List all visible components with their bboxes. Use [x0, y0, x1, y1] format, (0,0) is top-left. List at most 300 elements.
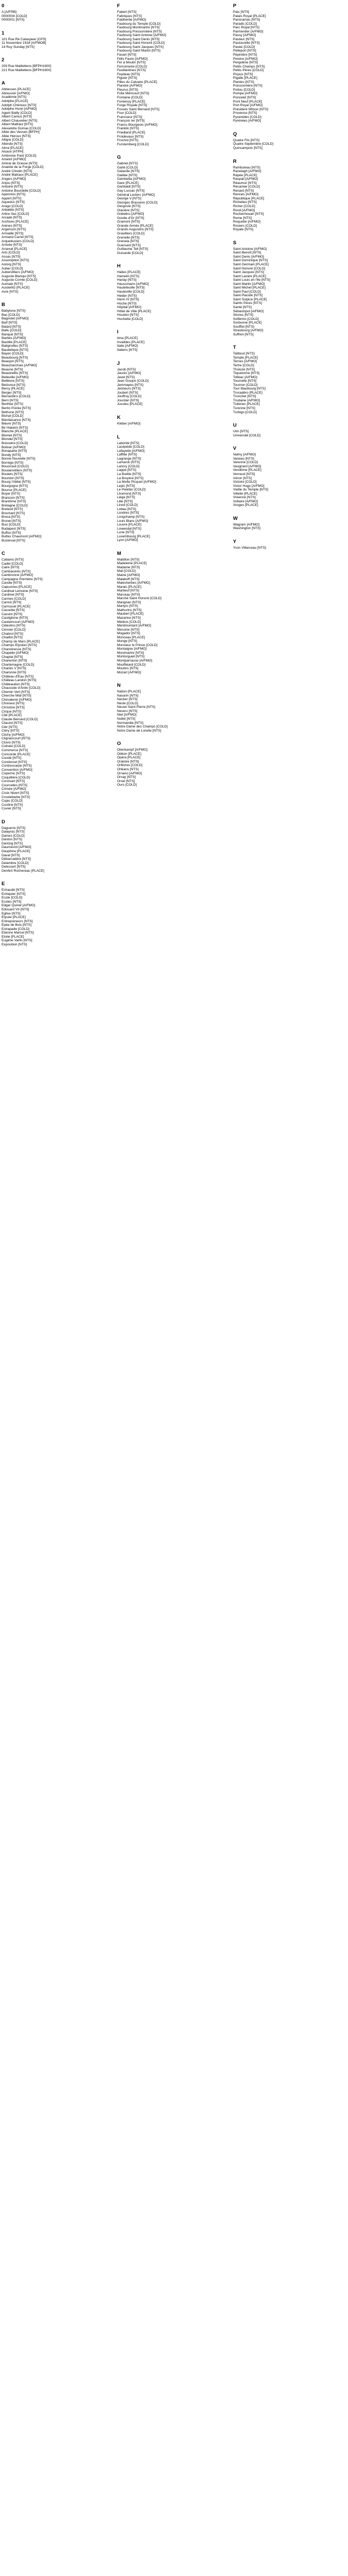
index-entry-link[interactable]: Raspail [A/FMO]: [233, 177, 258, 181]
index-entry-link[interactable]: Alsace [ATPH]: [2, 150, 24, 154]
index-entry-link[interactable]: Ambroise Paré [COLD]: [2, 154, 37, 158]
index-entry-link[interactable]: Pergolèse [NTS]: [233, 61, 258, 65]
index-entry-link[interactable]: Borrégo [NTS]: [2, 461, 24, 465]
index-entry-link[interactable]: Saint Dominique [NTS]: [233, 259, 268, 263]
index-entry-link[interactable]: Faidherbe [A/FMO]: [117, 18, 146, 22]
index-entry-link[interactable]: Suffren [NTS]: [233, 332, 254, 336]
index-entry-link[interactable]: Orfèvres [COLD]: [117, 764, 143, 768]
index-entry-link[interactable]: Frochot [NTS]: [117, 139, 139, 143]
index-entry-link[interactable]: 101 Rue Ré Cataspeer [CPS]: [2, 37, 46, 41]
index-entry-link[interactable]: Brancion [NTS]: [2, 496, 25, 500]
index-entry-link[interactable]: École [COLD]: [2, 896, 23, 900]
index-entry-link[interactable]: Bastille [PLACE]: [2, 340, 27, 344]
index-entry-link[interactable]: Église [NTS]: [2, 911, 21, 916]
index-entry-link[interactable]: Clauzel [NTS]: [2, 721, 23, 725]
index-entry-link[interactable]: Croix Nivert [NTS]: [2, 791, 29, 795]
index-entry-link[interactable]: Astorg [NTS]: [2, 262, 21, 266]
index-entry-link[interactable]: Houdon [NTS]: [117, 313, 139, 317]
index-entry-link[interactable]: Rivoli [A/FMO]: [233, 208, 255, 212]
index-entry-link[interactable]: Turenne [NTS]: [233, 406, 255, 411]
index-entry-link[interactable]: Javel [NTS]: [117, 375, 135, 379]
index-entry-link[interactable]: Glacière [NTS]: [117, 208, 140, 212]
index-entry-link[interactable]: Bonne Nouvelle [NTS]: [2, 457, 36, 461]
index-entry-link[interactable]: Fer à Moulin [NTS]: [117, 61, 146, 65]
index-entry-link[interactable]: Cléry [NTS]: [2, 729, 20, 733]
index-entry-link[interactable]: Christine [NTS]: [2, 705, 25, 709]
index-entry-link[interactable]: Nation [PLACE]: [117, 690, 141, 694]
index-entry-link[interactable]: Jean Goujon [COLD]: [117, 379, 149, 383]
index-entry-link[interactable]: Marais [PLACE]: [117, 585, 141, 589]
index-entry-link[interactable]: Concorde [PLACE]: [2, 752, 30, 756]
index-entry-link[interactable]: Boucicaut [COLD]: [2, 465, 29, 469]
index-entry-link[interactable]: Lowendal [NTS]: [117, 527, 141, 531]
index-entry-link[interactable]: Agent Bailly [COLD]: [2, 111, 32, 115]
index-entry-link[interactable]: Nevers [NTS]: [117, 709, 138, 713]
index-entry-link[interactable]: Pelleport [NTS]: [233, 49, 256, 53]
index-entry-link[interactable]: Cujas [COLD]: [2, 799, 23, 803]
index-entry-link[interactable]: Saint Michel [PLACE]: [233, 286, 266, 290]
index-entry-link[interactable]: Pyrénées [A/FMO]: [233, 119, 261, 123]
index-entry-link[interactable]: Arbre Sec [COLD]: [2, 212, 29, 216]
index-entry-link[interactable]: Baïf [NTS]: [2, 321, 18, 325]
index-entry-link[interactable]: Jaurès [A/FMO]: [117, 371, 141, 376]
index-entry-link[interactable]: Tour Maubourg [NTS]: [233, 387, 266, 391]
index-entry-link[interactable]: Alexandre Dumas [COLD]: [2, 126, 41, 130]
index-entry-link[interactable]: Boissière [COLD]: [2, 441, 28, 445]
index-entry-link[interactable]: Charenton [NTS]: [2, 659, 27, 663]
index-entry-link[interactable]: Commerce [NTS]: [2, 748, 28, 752]
index-entry-link[interactable]: Bonaparte [NTS]: [2, 449, 27, 453]
index-entry-link[interactable]: Necker [NTS]: [117, 698, 138, 702]
index-entry-link[interactable]: Favart [NTS]: [117, 53, 137, 57]
index-entry-link[interactable]: Mouffetard [COLD]: [117, 663, 146, 667]
index-entry-link[interactable]: Pereire [A/FMO]: [233, 57, 258, 61]
index-entry-link[interactable]: Greneta [NTS]: [117, 240, 139, 244]
index-entry-link[interactable]: Santé [NTS]: [233, 306, 252, 309]
index-entry-link[interactable]: Galilée [NTS]: [117, 173, 138, 177]
index-entry-link[interactable]: Jouffroy [COLD]: [117, 395, 142, 399]
index-entry-link[interactable]: Monceau [PLACE]: [117, 635, 145, 639]
index-entry-link[interactable]: Dalayrac [NTS]: [2, 830, 25, 834]
index-entry-link[interactable]: Francoeur [NTS]: [117, 115, 142, 119]
index-entry-link[interactable]: Saint Jacques [NTS]: [233, 270, 264, 275]
index-entry-link[interactable]: Claude Bernard [COLD]: [2, 717, 38, 721]
index-entry-link[interactable]: Trudaine [A/FMO]: [233, 398, 260, 402]
index-entry-link[interactable]: Chapelle [A/FMO]: [2, 651, 29, 655]
index-entry-link[interactable]: Aubervilliers [A/FMO]: [2, 270, 34, 275]
index-entry-link[interactable]: Malesherbes [A/FMO]: [117, 581, 151, 585]
index-entry-link[interactable]: Madeleine [PLACE]: [117, 562, 147, 566]
index-entry-link[interactable]: La Motte Picquet [A/FMO]: [117, 480, 156, 484]
index-entry-link[interactable]: Guillaume Tell [NTS]: [117, 247, 148, 251]
index-entry-link[interactable]: Pyramides [COLD]: [233, 115, 261, 119]
index-entry-link[interactable]: Laborde [NTS]: [117, 441, 139, 445]
index-entry-link[interactable]: Adolph Chérioux [NTS]: [2, 103, 37, 107]
index-entry-link[interactable]: Condé [NTS]: [2, 756, 22, 760]
index-entry-link[interactable]: Navarin [NTS]: [117, 693, 139, 698]
index-entry-link[interactable]: Garibaldi [NTS]: [117, 185, 141, 189]
index-entry-link[interactable]: Balard [NTS]: [2, 325, 21, 329]
index-entry-link[interactable]: Anjou [NTS]: [2, 181, 20, 185]
index-entry-link[interactable]: Cambacérès [NTS]: [2, 569, 31, 573]
index-entry-link[interactable]: Marignan [NTS]: [117, 600, 141, 604]
index-entry-link[interactable]: Helder [NTS]: [117, 294, 137, 298]
index-entry-link[interactable]: Faubourg Saint Honoré [COLD]: [117, 41, 165, 45]
index-entry-link[interactable]: Alligre [COLD]: [2, 138, 24, 142]
index-entry-link[interactable]: Daguerre [NTS]: [2, 826, 26, 830]
index-entry-link[interactable]: Jussieu [PLACE]: [117, 402, 143, 406]
index-entry-link[interactable]: Lepic [NTS]: [117, 484, 135, 488]
index-entry-link[interactable]: Pompe [A/FMO]: [233, 92, 258, 96]
index-entry-link[interactable]: Faubourg Poissonnière [NTS]: [117, 29, 162, 33]
index-entry-link[interactable]: Lacépède [COLD]: [117, 445, 144, 449]
index-entry-link[interactable]: Bichat [COLD]: [2, 414, 24, 418]
index-entry-link[interactable]: Fossés Saint Bernard [NTS]: [117, 107, 160, 111]
index-entry-link[interactable]: Saint Benoît [NTS]: [233, 251, 261, 255]
index-entry-link[interactable]: Passy [A/FMO]: [233, 33, 256, 38]
index-entry-link[interactable]: Mabillon [NTS]: [117, 557, 140, 562]
index-entry-link[interactable]: Franklin [NTS]: [117, 127, 139, 131]
index-entry-link[interactable]: Budapest [NTS]: [2, 527, 26, 531]
index-entry-link[interactable]: Vieille du Temple [NTS]: [233, 488, 269, 492]
index-entry-link[interactable]: Lhomond [NTS]: [117, 492, 141, 496]
index-entry-link[interactable]: Eugène Varlin [NTS]: [2, 939, 32, 943]
index-entry-link[interactable]: Carmes [COLD]: [2, 597, 26, 601]
index-entry-link[interactable]: Maine [A/FMO]: [117, 573, 140, 577]
index-entry-link[interactable]: Chabrol [NTS]: [2, 632, 23, 636]
index-entry-link[interactable]: Colisée [COLD]: [2, 744, 25, 749]
index-entry-link[interactable]: Lune [NTS]: [117, 531, 135, 535]
index-entry-link[interactable]: Lyon [A/FMO]: [117, 538, 138, 543]
index-entry-link[interactable]: Faubourg Saint Antoine [A/FMO]: [117, 33, 167, 38]
index-entry-link[interactable]: Oberkampf [A/FMO]: [117, 748, 147, 752]
index-entry-link[interactable]: Tronchet [NTS]: [233, 395, 256, 399]
index-entry-link[interactable]: Lobau [NTS]: [117, 507, 137, 511]
index-entry-link[interactable]: Archives [PLACE]: [2, 219, 29, 224]
index-entry-link[interactable]: Entrepreneurs [NTS]: [2, 919, 33, 923]
index-entry-link[interactable]: Custine [NTS]: [2, 803, 23, 807]
index-entry-link[interactable]: Amiral de Grasse [NTS]: [2, 161, 38, 165]
index-entry-link[interactable]: Gobelins [A/FMO]: [117, 212, 144, 216]
index-entry-link[interactable]: Gambetta [A/FMO]: [117, 177, 146, 181]
index-entry-link[interactable]: Hôpital [A/FMO]: [117, 306, 141, 310]
index-entry-link[interactable]: Appert [NTS]: [2, 196, 22, 200]
index-entry-link[interactable]: Abreuvoir [A/FMO]: [2, 91, 30, 95]
index-entry-link[interactable]: Flandre [A/FMO]: [117, 84, 142, 88]
index-entry-link[interactable]: Saint Antoine [A/FMO]: [233, 247, 267, 251]
index-entry-link[interactable]: Italiens [NTS]: [117, 348, 138, 352]
index-entry-link[interactable]: Kléber [A/FMO]: [117, 422, 141, 426]
index-entry-link[interactable]: Barbès [A/FMO]: [2, 336, 26, 341]
index-entry-link[interactable]: Dantzig [NTS]: [2, 841, 23, 845]
index-entry-link[interactable]: Rochechouart [NTS]: [233, 212, 264, 216]
index-entry-link[interactable]: Parmentier [A/FMO]: [233, 29, 263, 33]
index-entry-link[interactable]: Soufflot [NTS]: [233, 325, 254, 329]
index-entry-link[interactable]: Lancry [COLD]: [117, 464, 140, 468]
index-entry-link[interactable]: Saint Placide [NTS]: [233, 294, 263, 298]
index-entry-link[interactable]: Épée de Bois [NTS]: [2, 923, 31, 927]
index-entry-link[interactable]: Tiquetonne [NTS]: [233, 371, 260, 376]
index-entry-link[interactable]: Courcelles [NTS]: [2, 783, 27, 787]
index-entry-link[interactable]: Boyer [NTS]: [2, 492, 20, 496]
index-entry-link[interactable]: Arts [COLD]: [2, 251, 20, 255]
index-entry-link[interactable]: Étienne Marcel [NTS]: [2, 931, 34, 935]
index-entry-link[interactable]: Feydeau [NTS]: [117, 72, 140, 76]
index-entry-link[interactable]: Babylone [NTS]: [2, 309, 26, 313]
index-entry-link[interactable]: Fontenoy [PLACE]: [117, 99, 145, 104]
index-entry-link[interactable]: Échaudé [NTS]: [2, 888, 25, 892]
index-entry-link[interactable]: Président Wilson [NTS]: [233, 107, 269, 111]
index-entry-link[interactable]: Bac [COLD]: [2, 313, 20, 317]
index-entry-link[interactable]: Verneuil [NTS]: [233, 472, 255, 476]
index-entry-link[interactable]: Broca [NTS]: [2, 515, 20, 519]
index-entry-link[interactable]: Wagram [A/FMO]: [233, 522, 260, 527]
index-entry-link[interactable]: Liège [NTS]: [117, 496, 135, 500]
index-entry-link[interactable]: Champ de Mars [PLACE]: [2, 639, 40, 643]
index-entry-link[interactable]: Pont Neuf [PLACE]: [233, 99, 262, 104]
index-entry-link[interactable]: Candie [NTS]: [2, 581, 22, 585]
index-entry-link[interactable]: Guisarde [COLD]: [117, 251, 143, 255]
index-entry-link[interactable]: Armand Carrel [NTS]: [2, 235, 34, 240]
index-entry-link[interactable]: Convention [A/FMO]: [2, 768, 32, 772]
index-entry-link[interactable]: Odéon [PLACE]: [117, 752, 141, 756]
index-entry-link[interactable]: Bayen [COLD]: [2, 352, 24, 356]
index-entry-link[interactable]: Mathurins [NTS]: [117, 608, 142, 612]
index-entry-link[interactable]: Bienfaisance [NTS]: [2, 418, 31, 422]
index-entry-link[interactable]: Hautefeuille [NTS]: [117, 286, 145, 290]
index-entry-link[interactable]: Laffitte [NTS]: [117, 453, 137, 457]
index-entry-link[interactable]: Goutte d'Or [NTS]: [117, 216, 144, 220]
index-entry-link[interactable]: Plantes [NTS]: [233, 80, 254, 84]
index-entry-link[interactable]: La Bruyère [NTS]: [117, 476, 143, 480]
index-entry-link[interactable]: Exposition [NTS]: [2, 942, 27, 946]
index-entry-link[interactable]: Harlay [NTS]: [117, 278, 137, 282]
index-entry-link[interactable]: Beaumarchais [A/FMO]: [2, 364, 37, 368]
index-entry-link[interactable]: Mail [COLD]: [117, 569, 136, 573]
index-entry-link[interactable]: Georges Brassens [COLD]: [117, 200, 158, 205]
index-entry-link[interactable]: Royale [NTS]: [233, 228, 254, 232]
index-entry-link[interactable]: Cité [PLACE]: [2, 714, 22, 718]
index-entry-link[interactable]: Richer [COLD]: [233, 204, 255, 208]
index-entry-link[interactable]: André Citroën [NTS]: [2, 169, 32, 173]
index-entry-link[interactable]: Buffon [NTS]: [2, 531, 21, 535]
index-entry-link[interactable]: Marché Saint Honoré [COLD]: [117, 597, 162, 601]
index-entry-link[interactable]: Montmartre [NTS]: [117, 651, 144, 655]
index-entry-link[interactable]: Beautreillis [NTS]: [2, 371, 28, 376]
index-entry-link[interactable]: Gabriel [NTS]: [117, 162, 138, 166]
index-entry-link[interactable]: Poissonnière [NTS]: [233, 84, 262, 88]
index-entry-link[interactable]: Échiquier [NTS]: [2, 892, 26, 896]
index-entry-link[interactable]: Célestins [NTS]: [2, 624, 25, 628]
index-entry-link[interactable]: Allée des Veuves [BFPH]: [2, 130, 40, 134]
index-entry-link[interactable]: Marbeuf [NTS]: [117, 589, 139, 593]
index-entry-link[interactable]: Cirque [NTS]: [2, 709, 22, 714]
index-entry-link[interactable]: Feuillantines [NTS]: [117, 69, 146, 73]
index-entry-link[interactable]: Ornano [A/FMO]: [117, 771, 142, 775]
index-entry-link[interactable]: Vaneau [NTS]: [233, 456, 254, 461]
index-entry-link[interactable]: Montorgueil [NTS]: [117, 655, 145, 659]
index-entry-link[interactable]: Dames [COLD]: [2, 834, 25, 838]
index-entry-link[interactable]: Fontaine [COLD]: [117, 96, 143, 100]
index-entry-link[interactable]: Contrescarpe [NTS]: [2, 764, 32, 768]
index-entry-link[interactable]: François Ier [NTS]: [117, 119, 145, 123]
index-entry-link[interactable]: Lafayette [A/FMO]: [117, 449, 145, 453]
index-entry-link[interactable]: Armaillé [NTS]: [2, 231, 24, 235]
index-entry-link[interactable]: Bagnolet [A/FMO]: [2, 317, 29, 321]
index-entry-link[interactable]: Neuve Saint Pierre [NTS]: [117, 705, 156, 709]
index-entry-link[interactable]: Campagne Première [NTS]: [2, 577, 43, 581]
index-entry-link[interactable]: Charles V [NTS]: [2, 667, 26, 671]
index-entry-link[interactable]: Gare [PLACE]: [117, 181, 139, 185]
index-entry-link[interactable]: Cuvier [NTS]: [2, 807, 21, 811]
index-entry-link[interactable]: Ferronnerie [COLD]: [117, 64, 147, 69]
index-entry-link[interactable]: Port Royal [A/FMO]: [233, 104, 263, 108]
index-entry-link[interactable]: Orléans [NTS]: [117, 767, 139, 771]
index-entry-link[interactable]: Bourgogne [NTS]: [2, 484, 28, 488]
index-entry-link[interactable]: Buzenval [NTS]: [2, 538, 25, 543]
index-entry-link[interactable]: Cabanis [NTS]: [2, 558, 24, 562]
index-entry-link[interactable]: Villette [PLACE]: [233, 492, 257, 496]
index-entry-link[interactable]: Orsay [NTS]: [117, 775, 136, 779]
index-entry-link[interactable]: Buci [COLD]: [2, 523, 21, 527]
index-entry-link[interactable]: Lamarck [NTS]: [117, 461, 140, 465]
index-entry-link[interactable]: Tournelle [NTS]: [233, 379, 257, 383]
index-entry-link[interactable]: Vendôme [PLACE]: [233, 468, 261, 472]
index-entry-link[interactable]: Jacob [NTS]: [117, 367, 136, 371]
index-entry-link[interactable]: Croulebarbe [NTS]: [2, 795, 30, 799]
index-entry-link[interactable]: Brantôme [NTS]: [2, 500, 26, 504]
index-entry-link[interactable]: Boulets [NTS]: [2, 472, 23, 477]
index-entry-link[interactable]: Auguste Blanqui [NTS]: [2, 274, 36, 278]
index-entry-link[interactable]: Figuier [NTS]: [117, 76, 137, 80]
index-entry-link[interactable]: Charonne [NTS]: [2, 671, 26, 675]
index-entry-link[interactable]: Montaigne [A/FMO]: [117, 647, 147, 651]
index-entry-link[interactable]: Cardinal Lemoine [NTS]: [2, 589, 38, 593]
index-entry-link[interactable]: Orsel [NTS]: [117, 779, 135, 783]
index-entry-link[interactable]: Banque [NTS]: [2, 332, 23, 336]
index-entry-link[interactable]: Froidevaux [NTS]: [117, 134, 144, 139]
index-entry-link[interactable]: Quatre Fils [NTS]: [233, 138, 259, 142]
index-entry-link[interactable]: Adolphe [PLACE]: [2, 99, 28, 104]
index-entry-link[interactable]: Beaujon [NTS]: [2, 360, 24, 364]
index-entry-link[interactable]: Dauphine [PLACE]: [2, 850, 30, 853]
index-entry-link[interactable]: Écoles [NTS]: [2, 900, 22, 904]
index-entry-link[interactable]: Vivienne [NTS]: [233, 496, 256, 500]
index-entry-link[interactable]: Ternes [A/FMO]: [233, 360, 257, 364]
index-entry-link[interactable]: Véron [NTS]: [233, 476, 252, 480]
index-entry-link[interactable]: Blondel [NTS]: [2, 437, 23, 442]
index-entry-link[interactable]: Panoramas [NTS]: [233, 18, 260, 22]
index-entry-link[interactable]: Petits Champs [NTS]: [233, 64, 265, 69]
index-entry-link[interactable]: Apennins [NTS]: [2, 193, 26, 197]
index-entry-link[interactable]: Tuileries [PLACE]: [233, 402, 260, 406]
index-entry-link[interactable]: Bertin Poirée [NTS]: [2, 406, 31, 411]
index-entry-link[interactable]: 14 Ruy Sunday [NTS]: [2, 45, 35, 49]
index-entry-link[interactable]: Faubourg Saint Denis [NTS]: [117, 37, 160, 41]
index-entry-link[interactable]: Provence [NTS]: [233, 111, 257, 115]
index-entry-link[interactable]: Pigalle [PLACE]: [233, 76, 257, 80]
index-entry-link[interactable]: Renard [NTS]: [233, 189, 254, 193]
index-entry-link[interactable]: Vosges [PLACE]: [233, 503, 258, 507]
index-entry-link[interactable]: Jourdan [NTS]: [117, 398, 139, 402]
index-entry-link[interactable]: A [A/FRB]: [2, 10, 16, 14]
index-entry-link[interactable]: Palais Royal [PLACE]: [233, 14, 266, 18]
index-entry-link[interactable]: Assas [NTS]: [2, 255, 21, 259]
index-entry-link[interactable]: Cassette [NTS]: [2, 608, 25, 613]
index-entry-link[interactable]: Albert Mathiez [NTS]: [2, 123, 33, 127]
index-entry-link[interactable]: George V [NTS]: [117, 197, 141, 201]
index-entry-link[interactable]: Solférino [COLD]: [233, 317, 259, 321]
index-entry-link[interactable]: Le Peletier [COLD]: [117, 488, 146, 492]
index-entry-link[interactable]: Clignancourt [NTS]: [2, 737, 30, 741]
index-entry-link[interactable]: Bondy [NTS]: [2, 453, 21, 457]
index-entry-link[interactable]: Brochant [NTS]: [2, 511, 25, 515]
index-entry-link[interactable]: Auguste Comte [COLD]: [2, 278, 38, 282]
index-entry-link[interactable]: Allende [NTS]: [2, 142, 23, 146]
index-entry-link[interactable]: Débarcadère [NTS]: [2, 857, 31, 861]
index-entry-link[interactable]: Iéna [PLACE]: [117, 336, 138, 341]
index-entry-link[interactable]: Londres [NTS]: [117, 511, 139, 515]
index-entry-link[interactable]: Chevaleret [A/FMO]: [2, 698, 32, 702]
index-entry-link[interactable]: Marceau [NTS]: [117, 592, 140, 597]
index-entry-link[interactable]: Corvisart [NTS]: [2, 779, 25, 784]
index-entry-link[interactable]: Pastourelle [NTS]: [233, 41, 260, 45]
index-entry-link[interactable]: Sorbonne [PLACE]: [233, 321, 262, 325]
index-entry-link[interactable]: Opéra [PLACE]: [117, 756, 141, 760]
index-entry-link[interactable]: Argenson [NTS]: [2, 228, 26, 232]
index-entry-link[interactable]: Huchette [COLD]: [117, 317, 143, 321]
index-entry-link[interactable]: Faubourg Montmartre [NTS]: [117, 26, 160, 30]
index-entry-link[interactable]: Saints Pères [NTS]: [233, 301, 262, 306]
index-entry-link[interactable]: Roquette [A/FMO]: [233, 220, 261, 224]
index-entry-link[interactable]: Tertre [COLD]: [233, 364, 254, 368]
index-entry-link[interactable]: Arènes [NTS]: [2, 224, 22, 228]
index-entry-link[interactable]: Haussmann [A/FMO]: [117, 282, 149, 286]
index-entry-link[interactable]: Fabert [NTS]: [117, 10, 137, 14]
index-entry-link[interactable]: Paradis [COLD]: [233, 22, 257, 26]
index-entry-link[interactable]: Bellièvre [NTS]: [2, 379, 24, 383]
index-entry-link[interactable]: Arbalète [NTS]: [2, 208, 24, 212]
index-entry-link[interactable]: Saint Sulpice [PLACE]: [233, 297, 267, 301]
index-entry-link[interactable]: Ranelagh [A/FMO]: [233, 170, 261, 174]
index-entry-link[interactable]: Invalides [PLACE]: [117, 340, 145, 344]
index-entry-link[interactable]: Luxembourg [PLACE]: [117, 534, 150, 538]
index-entry-link[interactable]: Faubourg du Temple [COLD]: [117, 22, 161, 26]
index-entry-link[interactable]: Moulins [NTS]: [117, 667, 139, 671]
index-entry-link[interactable]: Coquillière [COLD]: [2, 775, 30, 779]
index-entry-link[interactable]: Bretagne [COLD]: [2, 503, 28, 507]
index-entry-link[interactable]: Saint Martin [A/FMO]: [233, 282, 265, 286]
index-entry-link[interactable]: Francs Bourgeois [A/FMO]: [117, 123, 158, 127]
index-entry-link[interactable]: Oratoire [NTS]: [117, 759, 139, 764]
index-entry-link[interactable]: Champs Élysées [NTS]: [2, 643, 37, 648]
index-entry-link[interactable]: Vaugirard [A/FMO]: [233, 464, 261, 468]
index-entry-link[interactable]: Bourdon [NTS]: [2, 476, 24, 480]
index-entry-link[interactable]: Faubourg Saint Martin [NTS]: [117, 49, 160, 53]
index-entry-link[interactable]: Folie Méricourt [NTS]: [117, 92, 150, 96]
index-entry-link[interactable]: Cadet [COLD]: [2, 562, 23, 566]
index-entry-link[interactable]: Grands Augustins [NTS]: [117, 228, 154, 232]
index-entry-link[interactable]: 0000001 [NTS]: [2, 18, 25, 22]
index-entry-link[interactable]: Arsenal [PLACE]: [2, 247, 27, 251]
index-entry-link[interactable]: Cardinet [NTS]: [2, 593, 24, 597]
index-entry-link[interactable]: Linné [COLD]: [117, 503, 138, 507]
index-entry-link[interactable]: Chaptal [NTS]: [2, 655, 23, 659]
index-entry-link[interactable]: Blanche [PLACE]: [2, 430, 28, 434]
index-entry-link[interactable]: Niel [A/FMO]: [117, 713, 137, 717]
index-entry-link[interactable]: Grenelle [NTS]: [117, 235, 140, 240]
index-entry-link[interactable]: Baudelique [NTS]: [2, 348, 28, 352]
